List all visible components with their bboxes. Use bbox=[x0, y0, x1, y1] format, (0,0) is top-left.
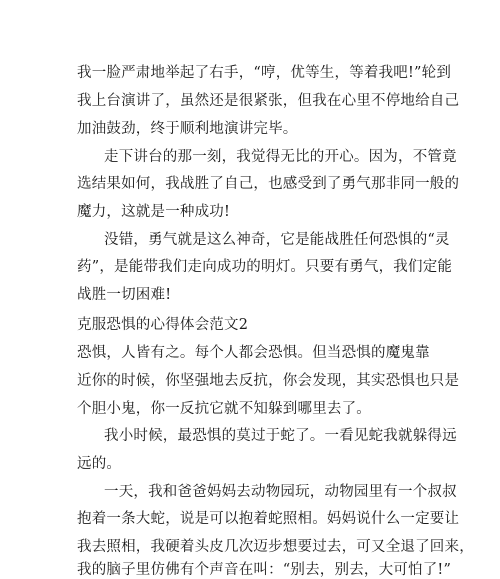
text-line: 抱着一条大蛇，说是可以抱着蛇照相。妈妈说什么一定要让 bbox=[77, 511, 460, 527]
text-line: 我小时候，最恐惧的莫过于蛇了。一看见蛇我就躲得远 bbox=[104, 428, 457, 444]
text-line: 我上台演讲了，虽然还是很紧张，但我在心里不停地给自己 bbox=[77, 93, 460, 109]
text-line: 恐惧，人皆有之。每个人都会恐惧。但当恐惧的魔鬼靠 bbox=[77, 345, 430, 361]
text-line: 远的。 bbox=[77, 456, 122, 472]
text-line: 魔力，这就是一种成功! bbox=[77, 204, 231, 220]
text-line: 选结果如何，我战胜了自己，也感受到了勇气那非同一般的 bbox=[77, 176, 460, 192]
text-line: 没错，勇气就是这么神奇，它是能战胜任何恐惧的“灵 bbox=[104, 232, 450, 248]
text-line: 我去照相，我硬着头皮几次迈步想要过去，可又全退了回来， bbox=[77, 539, 474, 555]
text-line: 战胜一切困难! bbox=[77, 287, 172, 303]
text-line: 我的脑子里仿佛有个声音在叫：“别去，别去，大可怕了!” bbox=[77, 562, 452, 578]
text-line: 药”，是能带我们走向成功的明灯。只要有勇气，我们定能 bbox=[77, 259, 453, 275]
text-line: 近你的时候，你坚强地去反抗，你会发现，其实恐惧也只是 bbox=[77, 373, 460, 389]
text-line: 我一脸严肃地举起了右手，“哼，优等生，等着我吧!”轮到 bbox=[77, 65, 452, 81]
section-heading: 克服恐惧的心得体会范文2 bbox=[77, 317, 249, 333]
text-line: 走下讲台的那一刻，我觉得无比的开心。因为，不管竟 bbox=[104, 149, 457, 165]
text-line: 一天，我和爸爸妈妈去动物园玩，动物园里有一个叔叔 bbox=[104, 484, 457, 500]
text-line: 个胆小鬼，你一反抗它就不知躲到哪里去了。 bbox=[77, 401, 371, 417]
text-line: 加油鼓劲，终于顺利地演讲完毕。 bbox=[77, 121, 298, 137]
